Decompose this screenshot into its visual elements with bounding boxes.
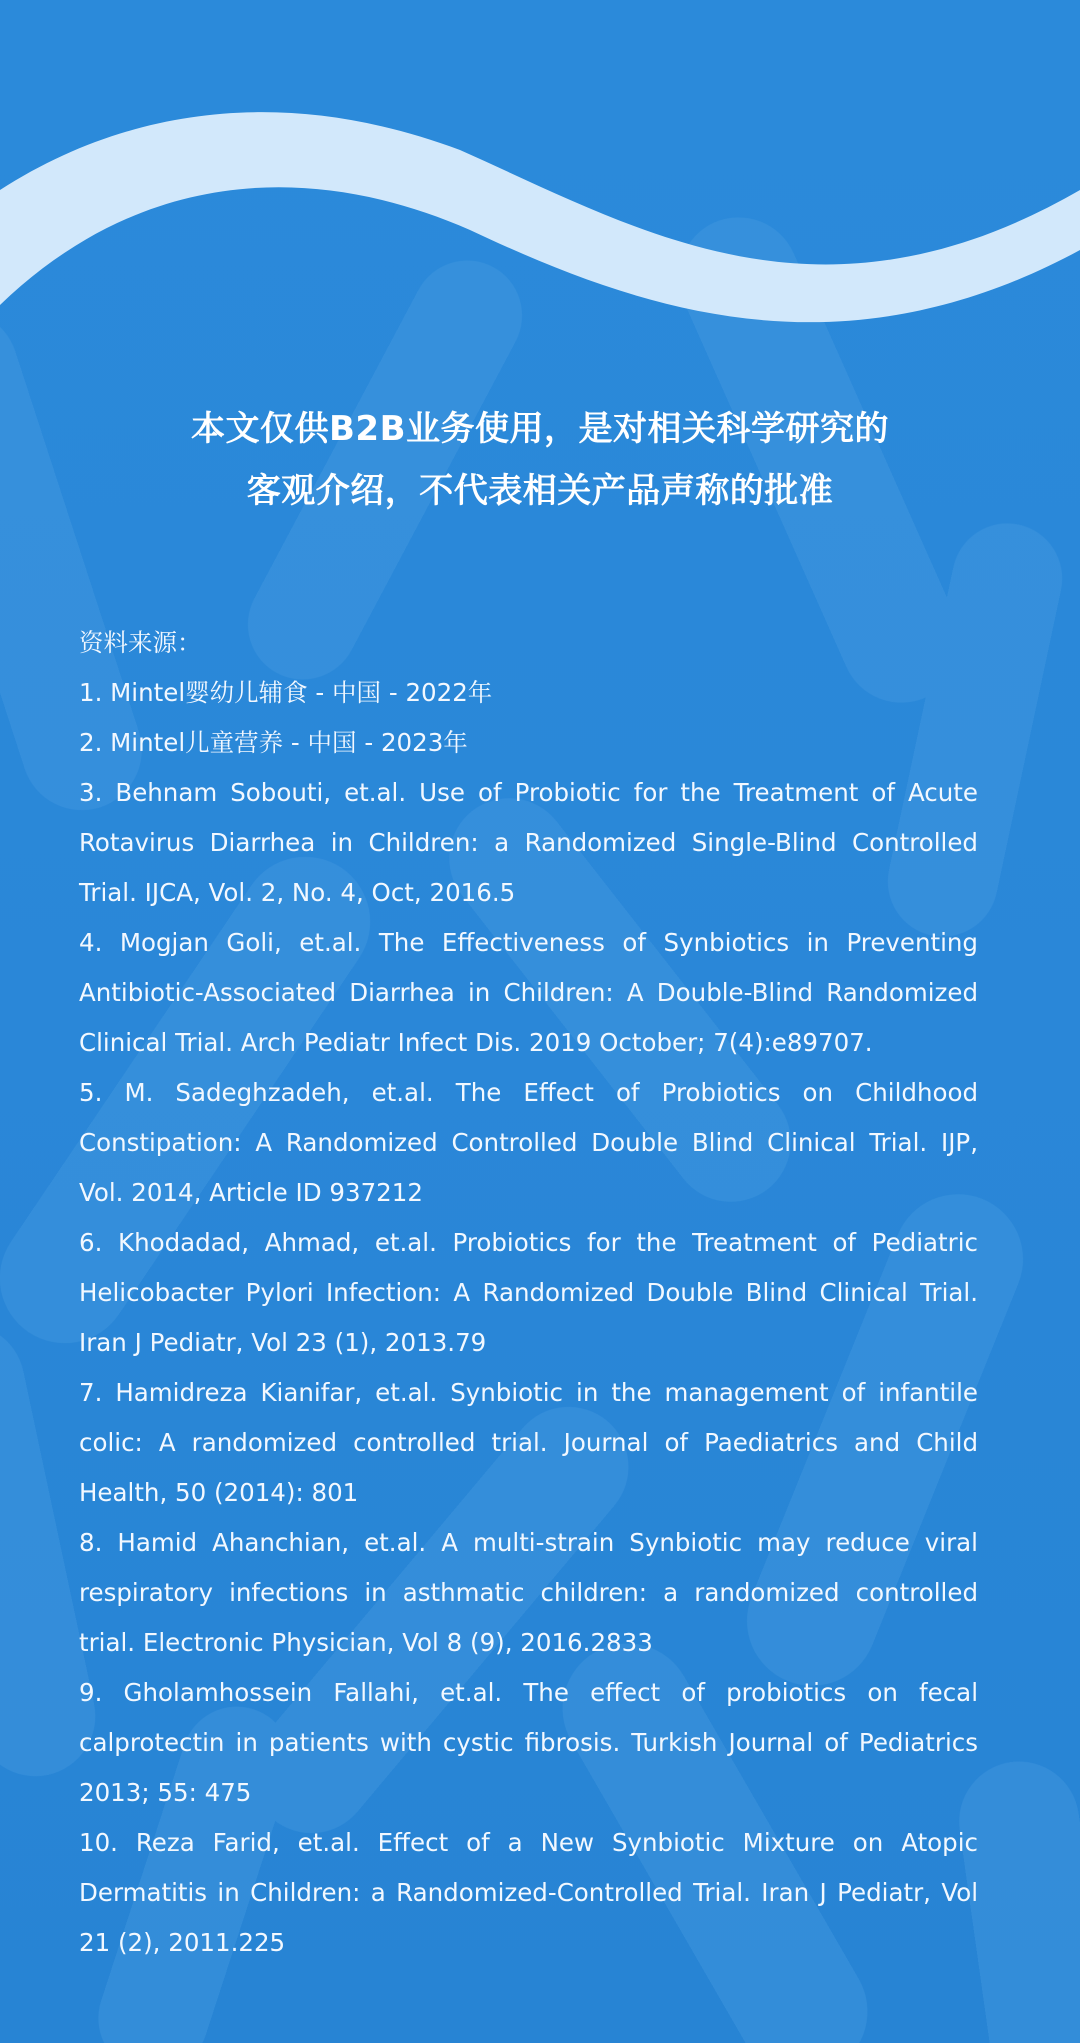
reference-item-8: 8. Hamid Ahanchian, et.al. A multi-strain Synbiotic may reduce viral respiratory infections in asthmatic children: a randomized controlled trial. Electronic Physician, Vol 8 (9), 2016.2833: [79, 1528, 978, 1657]
top-wave: [0, 112, 1080, 322]
sources-heading: 资料来源：: [79, 628, 202, 657]
disclaimer-line-2: 客观介绍，不代表相关产品声称的批准: [246, 471, 834, 511]
reference-item-4: 4. Mogjan Goli, et.al. The Effectiveness of Synbiotics in Preventing Antibiotic-Associated Diarrhea in Children: A Double-Blind Randomized Clinical Trial. Arch Pediatr Infect Dis. 2019 October; 7(4):e89707.: [79, 928, 978, 1057]
reference-item-7: 7. Hamidreza Kianifar, et.al. Synbiotic in the management of infantile colic: A randomized controlled trial. Journal of Paediatrics and Child Health, 50 (2014): 801: [79, 1378, 978, 1507]
reference-item-3: 3. Behnam Sobouti, et.al. Use of Probiotic for the Treatment of Acute Rotavirus Diarrhea in Children: a Randomized Single-Blind Controlled Trial. IJCA, Vol. 2, No. 4, Oct, 2016.5: [79, 778, 978, 907]
reference-item-6: 6. Khodadad, Ahmad, et.al. Probiotics for the Treatment of Pediatric Helicobacter Pylori Infection: A Randomized Double Blind Clinical Trial. Iran J Pediatr, Vol 23 (1), 2013.79: [79, 1228, 978, 1357]
disclaimer-line-1: 本文仅供B2B业务使用，是对相关科学研究的: [191, 409, 889, 449]
reference-item-5: 5. M. Sadeghzadeh, et.al. The Effect of Probiotics on Childhood Constipation: A Randomized Controlled Double Blind Clinical Trial. IJP, Vol. 2014, Article ID 937212: [79, 1078, 978, 1207]
disclaimer-text: [80, 398, 1000, 522]
reference-item-9: 9. Gholamhossein Fallahi, et.al. The effect of probiotics on fecal calprotectin in patients with cystic fibrosis. Turkish Journal of Pediatrics 2013; 55: 475: [79, 1678, 978, 1807]
reference-item-2: 2. Mintel儿童营养 - 中国 - 2023年: [79, 728, 468, 757]
reference-item-10: 10. Reza Farid, et.al. Effect of a New Synbiotic Mixture on Atopic Dermatitis in Children: a Randomized-Controlled Trial. Iran J Pediatr, Vol 21 (2), 2011.225: [79, 1828, 978, 1957]
sources-section: [79, 618, 978, 1968]
reference-item-1: 1. Mintel婴幼儿辅食 - 中国 - 2022年: [79, 678, 493, 707]
